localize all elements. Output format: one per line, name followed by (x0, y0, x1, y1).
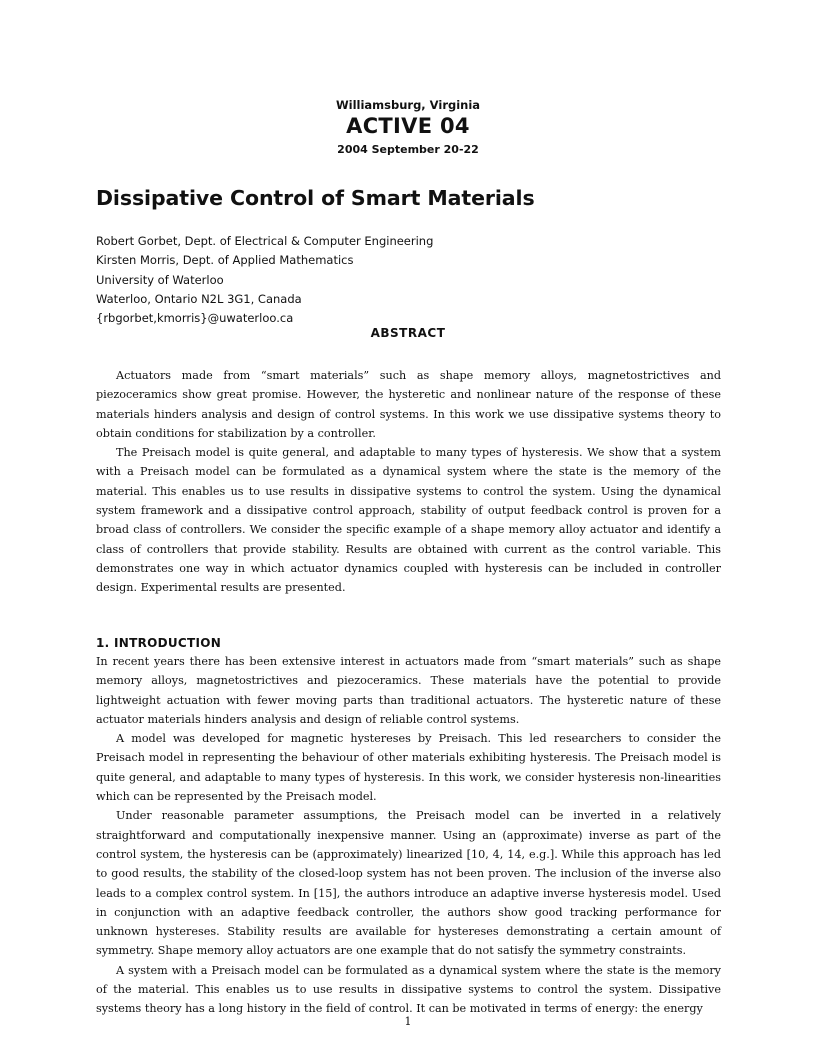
email-line: {rbgorbet,kmorris}@uwaterloo.ca (96, 311, 294, 326)
author-line: Kirsten Morris, Dept. of Applied Mathematics (96, 253, 354, 268)
conference-name: ACTIVE 04 (346, 114, 470, 138)
abstract-body (96, 366, 721, 598)
author-block (96, 232, 433, 328)
page-number: 1 (404, 1015, 412, 1028)
paper-title: Dissipative Control of Smart Materials (96, 186, 535, 210)
abstract-paragraph: The Preisach model is quite general, and adaptable to many types of hysteresis. We show that a system with a Preisach model can be formulated as a dynamical system where the state is the memory of the material. This enables us to use results in dissipative systems to control the system. Using the dynamical system framework and a dissipative control approach, stability of output feedback control is proven for a broad class of controllers. We consider the specific example of a shape memory alloy actuator and identify a class of controllers that provide stability. Results are obtained with current as the control variable. This demonstrates one way in which actuator dynamics coupled with hysteresis can be included in controller design. Experimental results are presented. (96, 446, 721, 595)
section-heading-introduction: 1. INTRODUCTION (96, 636, 222, 650)
address-line: Waterloo, Ontario N2L 3G1, Canada (96, 291, 302, 306)
intro-paragraph: In recent years there has been extensive interest in actuators made from “smart materials” such as shape memory alloys, magnetostrictives and piezoceramics. These materials have the potential to provide lightweight actuation with fewer moving parts than traditional actuators. The hysteretic nature of these actuator materials hinders analysis and design of reliable control systems. (96, 655, 721, 726)
author-line: Robert Gorbet, Dept. of Electrical & Computer Engineering (96, 234, 434, 248)
abstract-heading: ABSTRACT (370, 326, 446, 340)
intro-paragraph: Under reasonable parameter assumptions, the Preisach model can be inverted in a relatively straightforward and computationally inexpensive manner. Using an (approximate) inverse as part of the control system, the hysteresis can be (approximately) linearized [10, 4, 14, e.g.]. While this approach has led to good results, the stability of the closed-loop system has not been proven. The inclusion of the inverse also leads to a complex control system. In [15], the authors introduce an adaptive inverse hysteresis model. Used in conjunction with an adaptive feedback controller, the authors show good tracking performance for unknown hystereses. Stability results are available for hystereses demonstrating a certain amount of symmetry. Shape memory alloy actuators are one example that do not satisfy the symmetry constraints. (96, 809, 721, 958)
introduction-body (96, 652, 721, 1019)
abstract-paragraph: Actuators made from “smart materials” such as shape memory alloys, magnetostrictives and piezoceramics show great promise. However, the hysteretic and nonlinear nature of the response of these materials hinders analysis and design of control systems. In this work we use dissipative systems theory to obtain conditions for stabilization by a controller. (96, 369, 721, 440)
conference-location: Williamsburg, Virginia (335, 98, 481, 112)
affiliation-line: University of Waterloo (96, 272, 224, 287)
conference-date: 2004 September 20-22 (337, 143, 479, 156)
intro-paragraph: A model was developed for magnetic hystereses by Preisach. This led researchers to consider the Preisach model in representing the behaviour of other materials exhibiting hysteresis. The Preisach model is quite general, and adaptable to many types of hysteresis. In this work, we consider hysteresis non-linearities which can be represented by the Preisach model. (96, 732, 721, 804)
intro-paragraph: A system with a Preisach model can be formulated as a dynamical system where the state is the memory of the material. This enables us to use results in dissipative systems to control the system. Dissipative systems theory has a long history in the field of control. It can be motivated in terms of energy: the energy (96, 963, 721, 1016)
